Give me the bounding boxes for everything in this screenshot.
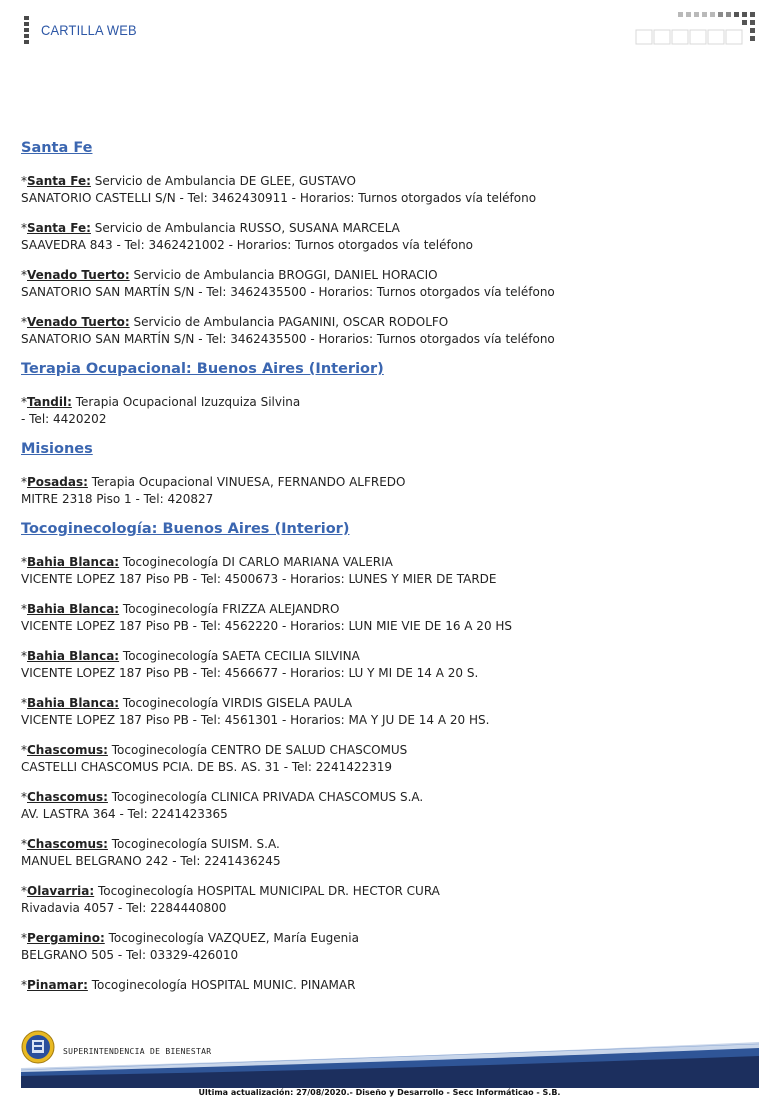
section-title: Misiones	[21, 441, 93, 457]
provider-line	[21, 474, 741, 491]
directory-content	[21, 140, 741, 1007]
bullet-asterisk: *	[21, 649, 27, 663]
provider-entry	[21, 977, 741, 994]
provider-details: MANUEL BELGRANO 242 - Tel: 2241436245	[21, 854, 281, 868]
provider-location: Venado Tuerto:	[27, 315, 130, 329]
footer-wave-banner	[21, 1030, 759, 1088]
provider-line	[21, 220, 741, 237]
header-title: CARTILLA WEB	[41, 22, 137, 38]
header-pixel-decoration	[634, 10, 759, 50]
provider-line	[21, 314, 741, 331]
section-title: Santa Fe	[21, 140, 93, 156]
directory-section	[21, 521, 741, 994]
last-update-note: Ultima actualización: 27/08/2020.- Diseño y Desarrollo - Secc Informáticao - S.B.	[198, 1088, 561, 1097]
provider-location: Pinamar:	[27, 978, 88, 992]
provider-details: SANATORIO CASTELLI S/N - Tel: 3462430911 - Horarios: Turnos otorgados vía teléfono	[21, 191, 537, 205]
provider-details: AV. LASTRA 364 - Tel: 2241423365	[21, 807, 228, 821]
provider-location: Tandil:	[27, 395, 72, 409]
provider-entry	[21, 314, 741, 348]
provider-line	[21, 930, 741, 947]
provider-line	[21, 977, 741, 994]
bullet-asterisk: *	[21, 790, 27, 804]
provider-details: - Tel: 4420202	[21, 412, 107, 426]
provider-location: Bahia Blanca:	[27, 555, 120, 569]
directory-section	[21, 441, 741, 508]
provider-service: Servicio de Ambulancia RUSSO, SUSANA MARCELA	[94, 221, 400, 235]
provider-service: Tocoginecología VAZQUEZ, María Eugenia	[108, 931, 359, 945]
bullet-asterisk: *	[21, 837, 27, 851]
header-accent-bar	[24, 16, 29, 46]
provider-service: Tocoginecología SAETA CECILIA SILVINA	[122, 649, 360, 663]
provider-entry	[21, 601, 741, 635]
provider-details: SAAVEDRA 843 - Tel: 3462421002 - Horarios: Turnos otorgados vía teléfono	[21, 238, 474, 252]
provider-location: Posadas:	[27, 475, 88, 489]
bullet-asterisk: *	[21, 884, 27, 898]
bullet-asterisk: *	[21, 931, 27, 945]
provider-entry	[21, 648, 741, 682]
provider-line	[21, 836, 741, 853]
provider-service: Tocoginecología CENTRO DE SALUD CHASCOMUS	[111, 743, 408, 757]
provider-entry	[21, 930, 741, 964]
provider-details: SANATORIO SAN MARTÍN S/N - Tel: 3462435500 - Horarios: Turnos otorgados vía teléfono	[21, 332, 555, 346]
provider-details: VICENTE LOPEZ 187 Piso PB - Tel: 4566677 - Horarios: LU Y MI DE 14 A 20 S.	[21, 666, 479, 680]
provider-details: VICENTE LOPEZ 187 Piso PB - Tel: 4561301 - Horarios: MA Y JU DE 14 A 20 HS.	[21, 713, 490, 727]
footer-org-label: SUPERINTENDENCIA DE BIENESTAR	[63, 1047, 212, 1056]
bullet-asterisk: *	[21, 696, 27, 710]
bullet-asterisk: *	[21, 395, 27, 409]
provider-service: Tocoginecología HOSPITAL MUNICIPAL DR. HECTOR CURA	[98, 884, 440, 898]
provider-service: Tocoginecología HOSPITAL MUNIC. PINAMAR	[91, 978, 356, 992]
provider-details: CASTELLI CHASCOMUS PCIA. DE BS. AS. 31 - Tel: 2241422319	[21, 760, 393, 774]
page-header	[0, 0, 759, 60]
provider-entry	[21, 789, 741, 823]
provider-line	[21, 267, 741, 284]
provider-entry	[21, 742, 741, 776]
provider-line	[21, 742, 741, 759]
provider-location: Chascomus:	[27, 790, 108, 804]
bullet-asterisk: *	[21, 978, 27, 992]
provider-location: Bahia Blanca:	[27, 649, 120, 663]
provider-details: Rivadavia 4057 - Tel: 2284440800	[21, 901, 227, 915]
bullet-asterisk: *	[21, 602, 27, 616]
provider-service: Terapia Ocupacional Izuzquiza Silvina	[75, 395, 301, 409]
directory-section	[21, 140, 741, 348]
provider-line	[21, 394, 741, 411]
provider-location: Venado Tuerto:	[27, 268, 130, 282]
provider-location: Santa Fe:	[27, 174, 91, 188]
provider-line	[21, 173, 741, 190]
provider-location: Santa Fe:	[27, 221, 91, 235]
provider-details: VICENTE LOPEZ 187 Piso PB - Tel: 4500673 - Horarios: LUNES Y MIER DE TARDE	[21, 572, 497, 586]
provider-entry	[21, 836, 741, 870]
provider-line	[21, 789, 741, 806]
provider-entry	[21, 220, 741, 254]
provider-service: Servicio de Ambulancia PAGANINI, OSCAR RODOLFO	[133, 315, 449, 329]
provider-service: Tocoginecología SUISM. S.A.	[111, 837, 280, 851]
provider-line	[21, 554, 741, 571]
provider-details: VICENTE LOPEZ 187 Piso PB - Tel: 4562220 - Horarios: LUN MIE VIE DE 16 A 20 HS	[21, 619, 513, 633]
directory-section	[21, 361, 741, 428]
superintendencia-logo-icon	[21, 1030, 55, 1064]
bullet-asterisk: *	[21, 555, 27, 569]
provider-location: Bahia Blanca:	[27, 602, 120, 616]
provider-service: Tocoginecología VIRDIS GISELA PAULA	[122, 696, 353, 710]
provider-details: BELGRANO 505 - Tel: 03329-426010	[21, 948, 239, 962]
provider-location: Olavarria:	[27, 884, 95, 898]
provider-entry	[21, 173, 741, 207]
provider-line	[21, 883, 741, 900]
provider-line	[21, 648, 741, 665]
bullet-asterisk: *	[21, 221, 27, 235]
provider-line	[21, 601, 741, 618]
provider-service: Servicio de Ambulancia DE GLEE, GUSTAVO	[94, 174, 356, 188]
provider-location: Bahia Blanca:	[27, 696, 120, 710]
page-footer	[21, 1030, 759, 1088]
provider-service: Tocoginecología DI CARLO MARIANA VALERIA	[122, 555, 393, 569]
provider-details: MITRE 2318 Piso 1 - Tel: 420827	[21, 492, 214, 506]
section-title: Tocoginecología: Buenos Aires (Interior)	[21, 521, 350, 537]
provider-location: Chascomus:	[27, 743, 108, 757]
bullet-asterisk: *	[21, 268, 27, 282]
provider-entry	[21, 474, 741, 508]
provider-entry	[21, 695, 741, 729]
provider-entry	[21, 394, 741, 428]
section-title: Terapia Ocupacional: Buenos Aires (Interior)	[21, 361, 384, 377]
provider-service: Terapia Ocupacional VINUESA, FERNANDO ALFREDO	[91, 475, 406, 489]
bullet-asterisk: *	[21, 315, 27, 329]
provider-entry	[21, 883, 741, 917]
bullet-asterisk: *	[21, 743, 27, 757]
provider-location: Chascomus:	[27, 837, 108, 851]
provider-line	[21, 695, 741, 712]
provider-entry	[21, 554, 741, 588]
provider-service: Tocoginecología FRIZZA ALEJANDRO	[122, 602, 340, 616]
provider-location: Pergamino:	[27, 931, 105, 945]
provider-service: Servicio de Ambulancia BROGGI, DANIEL HORACIO	[133, 268, 438, 282]
provider-details: SANATORIO SAN MARTÍN S/N - Tel: 3462435500 - Horarios: Turnos otorgados vía teléfono	[21, 285, 555, 299]
bullet-asterisk: *	[21, 475, 27, 489]
bullet-asterisk: *	[21, 174, 27, 188]
provider-service: Tocoginecología CLINICA PRIVADA CHASCOMUS S.A.	[111, 790, 424, 804]
provider-entry	[21, 267, 741, 301]
